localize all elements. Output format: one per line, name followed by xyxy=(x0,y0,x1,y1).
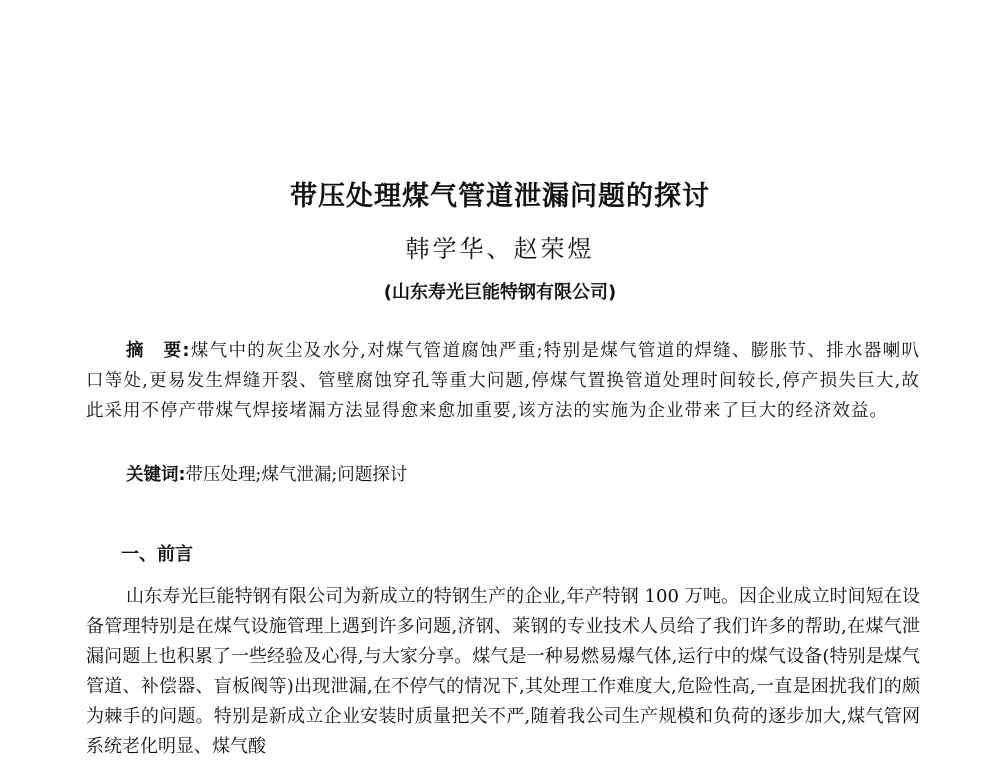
abstract-label: 摘 要: xyxy=(126,341,191,361)
paper-authors: 韩学华、赵荣煜 xyxy=(405,235,595,263)
paper-title: 带压处理煤气管道泄漏问题的探讨 xyxy=(290,181,710,212)
keywords-label: 关键词: xyxy=(126,465,186,485)
section-body-introduction: 山东寿光巨能特钢有限公司为新成立的特钢生产的企业,年产特钢 100 万吨。因企业成立时间短在设备管理特别是在煤气设施管理上遇到许多问题,济钢、莱钢的专业技术人员给了我们许多的帮助,在煤气泄漏问题上也积累了一些经验及心得,与大家分享。煤气是一种易燃易爆气体,运行中的煤气设备(特别是煤气管道、补偿器、盲板阀等)出现泄漏,在不停气的情况下,其处理工作难度大,危险性高,一直是困扰我们的颇为棘手的问题。特别是新成立企业安装时质量把关不严,随着我公司生产规模和负荷的逐步加大,煤气管网系统老化明显、煤气酸 xyxy=(86,586,920,757)
abstract xyxy=(86,336,920,426)
paper-affiliation: (山东寿光巨能特钢有限公司) xyxy=(383,282,617,303)
keywords-text: 带压处理;煤气泄漏;问题探讨 xyxy=(185,465,408,485)
section-heading-introduction: 一、前言 xyxy=(121,544,193,565)
keywords xyxy=(126,460,926,490)
abstract-text: 煤气中的灰尘及水分,对煤气管道腐蚀严重;特别是煤气管道的焊缝、膨胀节、排水器喇叭口等处,更易发生焊缝开裂、管壁腐蚀穿孔等重大问题,停煤气置换管道处理时间较长,停产损失巨大,故此采用不停产带煤气焊接堵漏方法显得愈来愈加重要,该方法的实施为企业带来了巨大的经济效益。 xyxy=(86,341,920,421)
